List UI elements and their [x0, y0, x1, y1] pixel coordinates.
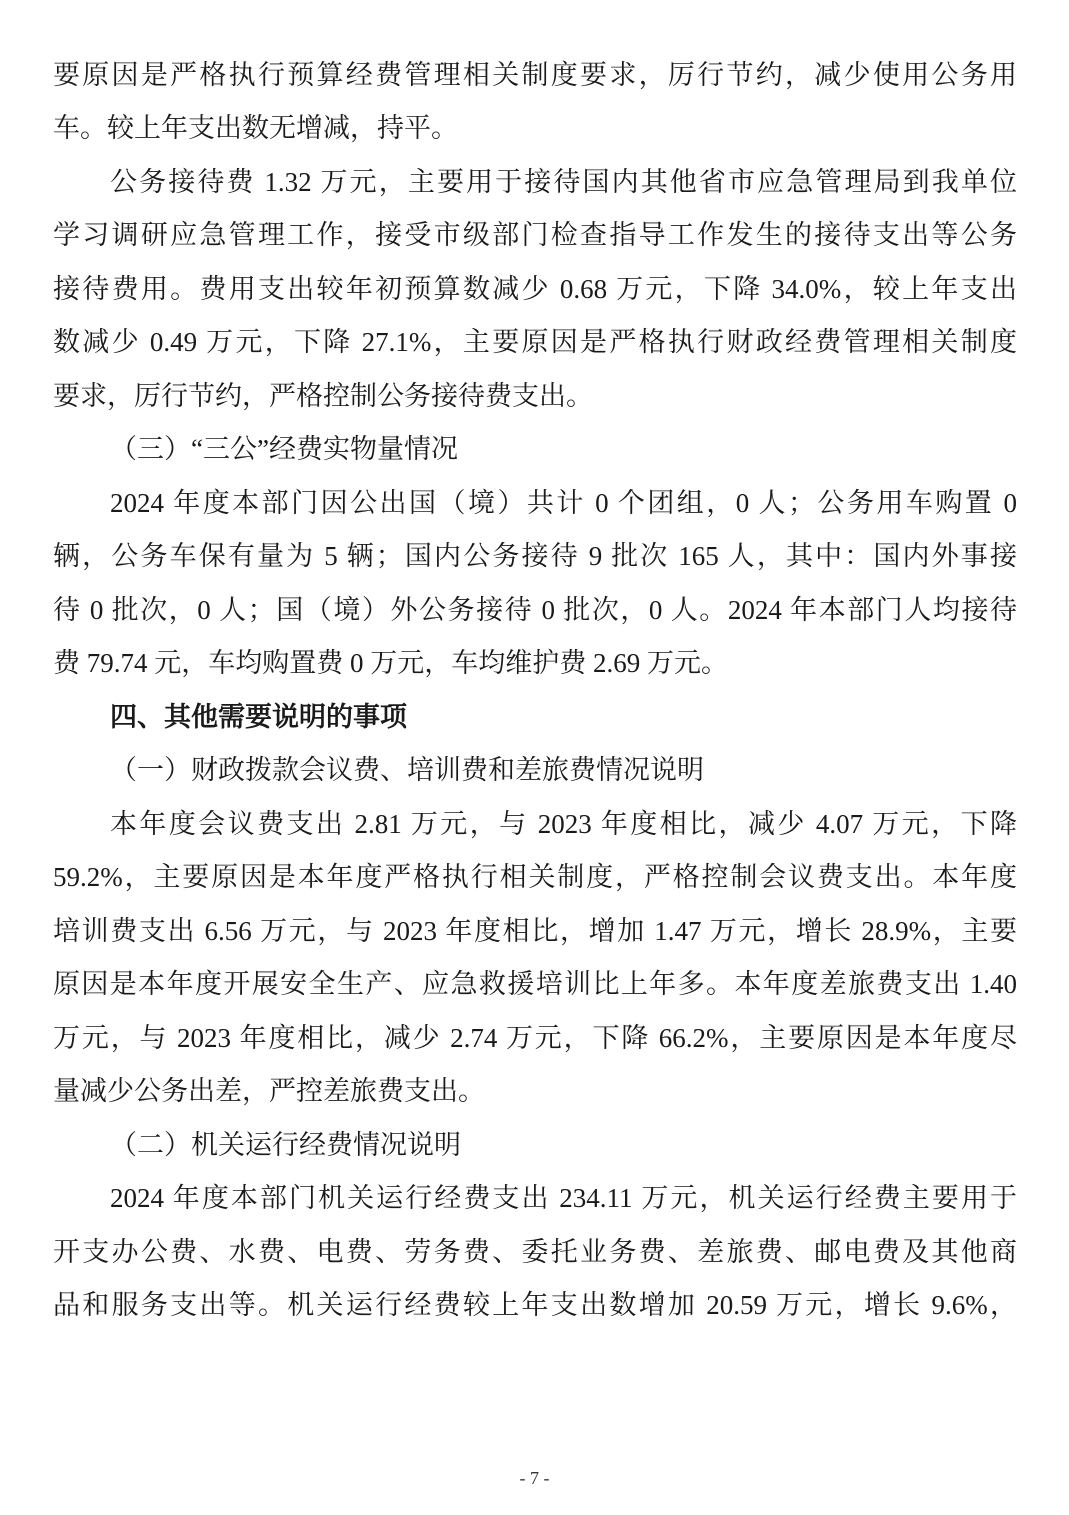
paragraph-line: 开支办公费、水费、电费、劳务费、委托业务费、差旅费、邮电费及其他商	[53, 1237, 1017, 1267]
paragraph-line: 万元，与 2023 年度相比，减少 2.74 万元，下降 66.2%，主要原因是本年度尽	[53, 1023, 1017, 1053]
paragraph-line: 要求，厉行节约，严格控制公务接待费支出。	[53, 381, 593, 411]
paragraph-line: 培训费支出 6.56 万元，与 2023 年度相比，增加 1.47 万元，增长 28.9%，主要	[53, 916, 1017, 946]
paragraph-line: 辆，公务车保有量为 5 辆；国内公务接待 9 批次 165 人，其中：国内外事接	[53, 541, 1017, 571]
paragraph-line: 品和服务支出等。机关运行经费较上年支出数增加 20.59 万元，增长 9.6%，	[53, 1290, 1017, 1320]
paragraph-line: 本年度会议费支出 2.81 万元，与 2023 年度相比，减少 4.07 万元，下降	[110, 809, 1017, 839]
paragraph-line: 要原因是严格执行预算经费管理相关制度要求，厉行节约，减少使用公务用	[53, 60, 1017, 90]
paragraph-line: 车。较上年支出数无增减，持平。	[53, 113, 458, 143]
paragraph-line: 量减少公务出差，严控差旅费支出。	[53, 1076, 485, 1106]
paragraph-line: 公务接待费 1.32 万元，主要用于接待国内其他省市应急管理局到我单位	[110, 167, 1017, 197]
subsection-heading: （三）“三公”经费实物量情况	[110, 434, 458, 464]
paragraph-line: 费 79.74 元，车均购置费 0 万元，车均维护费 2.69 万元。	[53, 648, 728, 678]
paragraph-line: 2024 年度本部门因公出国（境）共计 0 个团组，0 人；公务用车购置 0	[110, 488, 1017, 518]
paragraph-line: 待 0 批次，0 人；国（境）外公务接待 0 批次，0 人。2024 年本部门人均接待	[53, 595, 1017, 625]
paragraph-line: 学习调研应急管理工作，接受市级部门检查指导工作发生的接待支出等公务	[53, 220, 1017, 250]
subsection-heading: （一）财政拨款会议费、培训费和差旅费情况说明	[110, 755, 704, 785]
paragraph-line: 2024 年度本部门机关运行经费支出 234.11 万元，机关运行经费主要用于	[110, 1183, 1017, 1213]
paragraph-line: 59.2%，主要原因是本年度严格执行相关制度，严格控制会议费支出。本年度	[53, 862, 1017, 892]
paragraph-line: 接待费用。费用支出较年初预算数减少 0.68 万元，下降 34.0%，较上年支出	[53, 274, 1017, 304]
section-heading: 四、其他需要说明的事项	[110, 702, 407, 732]
page-number: - 7 -	[519, 1468, 550, 1488]
paragraph-line: 数减少 0.49 万元，下降 27.1%，主要原因是严格执行财政经费管理相关制度	[53, 327, 1017, 357]
subsection-heading: （二）机关运行经费情况说明	[110, 1130, 461, 1160]
paragraph-line: 原因是本年度开展安全生产、应急救援培训比上年多。本年度差旅费支出 1.40	[53, 969, 1017, 999]
